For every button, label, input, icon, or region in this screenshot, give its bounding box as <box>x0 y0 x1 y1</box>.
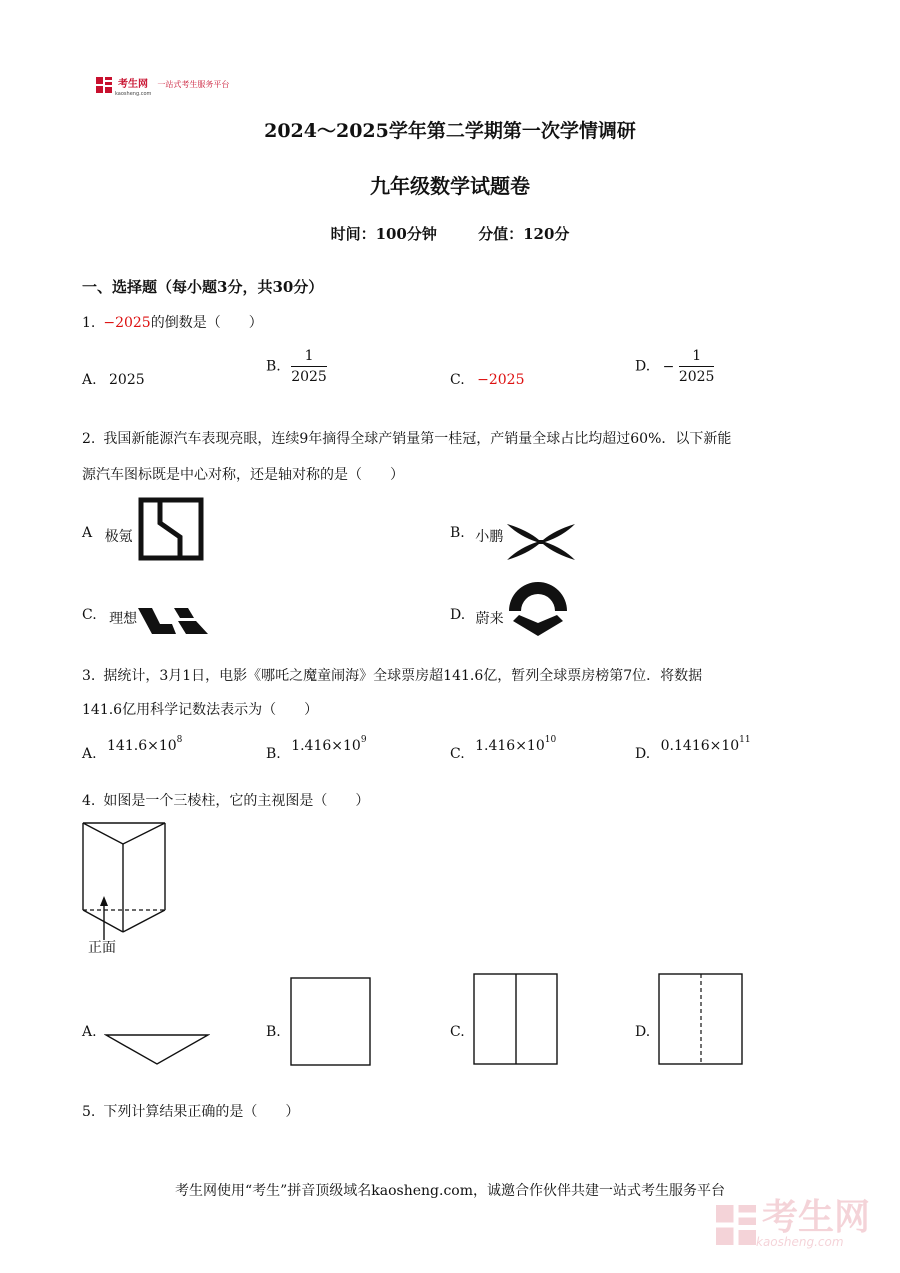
option-label: B. <box>266 1024 281 1040</box>
q3-option-c[interactable] <box>450 735 557 762</box>
option-label: B. <box>266 746 281 762</box>
option-label: C. <box>450 1024 465 1040</box>
q4-text: 如图是一个三棱柱，它的主视图是（ ） <box>103 793 370 809</box>
option-value: 0.1416×10 <box>660 738 740 754</box>
watermark-text <box>756 1197 871 1249</box>
q1-option-a[interactable] <box>82 372 145 388</box>
denominator: 2025 <box>678 369 715 385</box>
option-a-figure <box>104 1033 210 1067</box>
option-label: D. <box>450 607 466 623</box>
q2-option-a[interactable] <box>82 522 133 545</box>
option-value: 2025 <box>109 372 145 388</box>
option-label: B. <box>450 525 465 541</box>
exponent: 9 <box>360 735 367 745</box>
question-2 <box>82 424 822 490</box>
exam-subtitle: 九年级数学试题卷 <box>370 174 530 198</box>
option-label: C. <box>450 372 465 388</box>
question-1 <box>82 308 263 338</box>
logo-name: 考生网 <box>118 79 148 90</box>
brand-name: 小鹏 <box>475 529 504 545</box>
q5-text: 下列计算结果正确的是（ ） <box>103 1104 300 1120</box>
watermark <box>716 1197 871 1249</box>
q3-option-b[interactable] <box>266 735 367 762</box>
xpeng-logo-icon <box>505 522 577 562</box>
q4-option-a[interactable] <box>82 1024 97 1040</box>
exponent: 11 <box>739 735 751 745</box>
option-d-figure <box>658 973 744 1066</box>
section-heading: 一、选择题（每小题3分，共30分） <box>82 278 324 296</box>
logo-text <box>115 72 151 97</box>
option-label: A. <box>82 746 97 762</box>
q2-line2: 源汽车图标既是中心对称，还是轴对称的是（ ） <box>82 467 404 483</box>
prism-figure <box>80 820 170 942</box>
brand-name: 极氪 <box>104 529 133 545</box>
exponent: 8 <box>176 735 183 745</box>
option-value: −2025 <box>477 372 525 388</box>
site-logo[interactable] <box>96 72 229 97</box>
page-footer: 考生网使用“考生”拼音顶级域名kaosheng.com，诚邀合作伙伴共建一站式考生服务平台 <box>174 1183 726 1199</box>
numerator: 1 <box>679 346 715 367</box>
question-number: 4. <box>82 793 96 809</box>
question-number: 5. <box>82 1104 96 1120</box>
option-value: 141.6×10 <box>107 738 177 754</box>
question-4 <box>82 786 369 816</box>
q3-option-d[interactable] <box>635 735 751 762</box>
question-number: 2. <box>82 431 96 447</box>
option-label: D. <box>635 358 651 375</box>
fraction <box>291 346 327 387</box>
option-label: C. <box>82 607 97 623</box>
zeekr-logo-icon <box>138 497 204 561</box>
q3-line1: 据统计，3月1日，电影《哪吒之魔童闹海》全球票房超141.6亿，暂列全球票房榜第7位．将数据 <box>103 668 703 684</box>
denominator: 2025 <box>291 369 327 385</box>
brand-name: 理想 <box>109 611 138 627</box>
option-label: A <box>82 525 93 541</box>
option-label: D. <box>635 746 651 762</box>
watermark-domain: kaosheng.com <box>756 1235 844 1249</box>
logo-domain: kaosheng.com <box>115 91 152 97</box>
q1-option-c[interactable] <box>450 372 524 388</box>
q3-line2: 141.6亿用科学记数法表示为（ ） <box>82 702 319 718</box>
kaosheng-logo-icon <box>96 77 112 93</box>
option-label: D. <box>635 1024 651 1040</box>
nio-logo-icon <box>505 577 571 637</box>
li-auto-logo-icon <box>136 606 210 636</box>
q1-expression: −2025 <box>103 315 151 331</box>
exam-title: 2024～2025学年第二学期第一次学情调研 <box>264 120 636 142</box>
q1-option-b[interactable] <box>266 346 327 387</box>
option-label: A. <box>82 372 97 388</box>
option-label: A. <box>82 1024 97 1040</box>
exponent: 10 <box>544 735 557 745</box>
numerator: 1 <box>291 346 327 367</box>
q2-line1: 我国新能源汽车表现亮眼，连续9年摘得全球产销量第一桂冠，产销量全球占比均超过60%．以下新能 <box>103 431 732 447</box>
q2-option-b[interactable] <box>450 522 504 545</box>
logo-slogan: 一站式考生服务平台 <box>157 80 230 89</box>
brand-name: 蔚来 <box>475 611 504 627</box>
q4-option-c[interactable] <box>450 1024 465 1040</box>
watermark-logo-icon <box>716 1203 756 1247</box>
q4-option-d[interactable] <box>635 1024 650 1040</box>
front-label: 正面 <box>88 940 116 956</box>
fraction <box>679 346 715 387</box>
q3-option-a[interactable] <box>82 735 183 762</box>
exam-meta <box>0 223 900 244</box>
q2-option-c[interactable] <box>82 604 138 627</box>
q4-option-b[interactable] <box>266 1024 281 1040</box>
option-label: C. <box>450 746 465 762</box>
exam-time: 时间：100分钟 <box>330 225 437 243</box>
question-3 <box>82 661 822 725</box>
option-value: 1.416×10 <box>475 738 545 754</box>
minus-sign: − <box>662 358 675 375</box>
question-5 <box>82 1097 299 1127</box>
option-value: 1.416×10 <box>291 738 361 754</box>
watermark-name: 考生网 <box>762 1197 871 1238</box>
q2-option-d[interactable] <box>450 604 504 627</box>
option-c-figure <box>473 973 559 1066</box>
question-number: 1. <box>82 315 96 331</box>
question-number: 3. <box>82 668 96 684</box>
option-b-figure <box>290 977 372 1067</box>
exam-score: 分值：120分 <box>478 225 570 243</box>
q1-text: 的倒数是（ ） <box>150 315 263 331</box>
option-label: B. <box>266 358 281 375</box>
q1-option-d[interactable] <box>635 346 714 387</box>
